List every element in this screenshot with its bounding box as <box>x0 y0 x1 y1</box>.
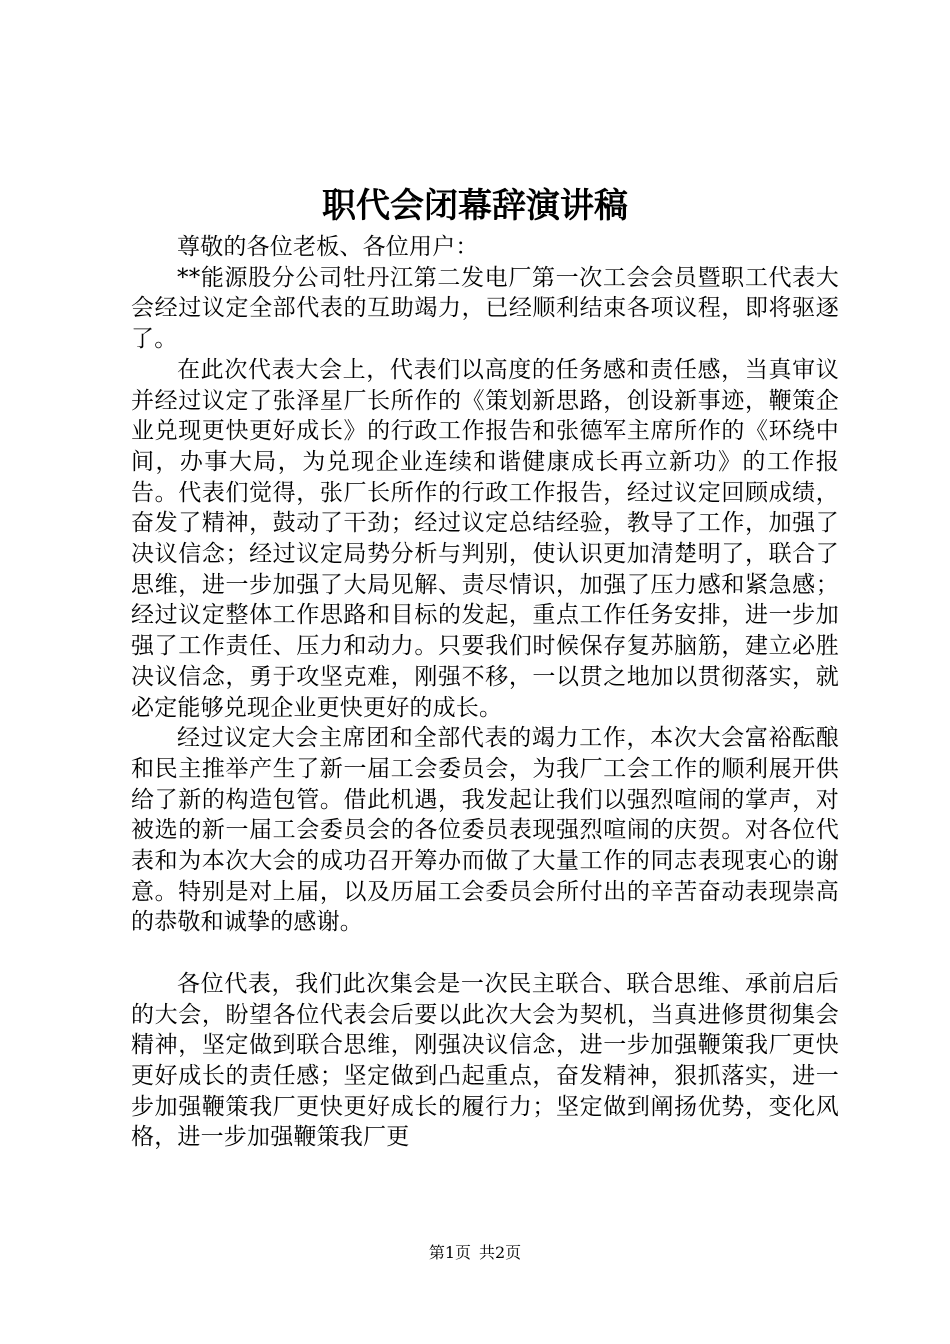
document-title: 职代会闭幕辞演讲稿 <box>322 186 628 226</box>
greeting-paragraph: 尊敬的各位老板、各位用户： <box>177 234 479 260</box>
body-paragraph: **能源股分公司牡丹江第二发电厂第一次工会会员暨职工代表大会经过议定全部代表的互助竭力，已经顺利结束各项议程，即将驱逐了。 <box>131 264 839 353</box>
body-paragraph: 在此次代表大会上，代表们以高度的任务感和责任感，当真审议并经过议定了张泽星厂长所作的《策划新思路，创设新事迹，鞭策企业兑现更快更好成长》的行政工作报告和张德军主席所作的《环绕中间，办事大局，为兑现企业连续和谐健康成长再立新功》的工作报告。代表们觉得，张厂长所作的行政工作报告，经过议定回顾成绩，奋发了精神，鼓动了干劲；经过议定总结经验，教导了工作，加强了决议信念；经过议定局势分析与判别，使认识更加清楚明了，联合了思维，进一步加强了大局见解、责尽情识，加强了压力感和紧急感；经过议定整体工作思路和目标的发起，重点工作任务安排，进一步加强了工作责任、压力和动力。只要我们时候保存复苏脑筋，建立必胜决议信念，勇于攻坚克难，刚强不移，一以贯之地加以贯彻落实，就必定能够兑现企业更快更好的成长。 <box>131 356 839 721</box>
page-number: 第1页 <box>428 1243 471 1262</box>
body-paragraph: 经过议定大会主席团和全部代表的竭力工作，本次大会富裕酝酿和民主推举产生了新一届工会委员会，为我厂工会工作的顺利展开供给了新的构造包管。借此机遇，我发起让我们以强烈喧闹的掌声，对被选的新一届工会委员会的各位委员表现强烈喧闹的庆贺。对各位代表和为本次大会的成功召开筹办而做了大量工作的同志表现衷心的谢意。特别是对上届，以及历届工会委员会所付出的辛苦奋动表现崇高的恭敬和诚挚的感谢。 <box>131 725 839 936</box>
document-body <box>131 232 839 1153</box>
body-paragraph: 各位代表，我们此次集会是一次民主联合、联合思维、承前启后的大会，盼望各位代表会后要以此次大会为契机，当真进修贯彻集会精神，坚定做到联合思维，刚强决议信念，进一步加强鞭策我厂更快更好成长的责任感；坚定做到凸起重点，奋发精神，狠抓落实，进一步加强鞭策我厂更快更好成长的履行力；坚定做到阐扬优势，变化风格，进一步加强鞭策我厂更 <box>131 970 839 1151</box>
page-total: 共2页 <box>479 1243 522 1262</box>
page-footer <box>0 1241 950 1265</box>
